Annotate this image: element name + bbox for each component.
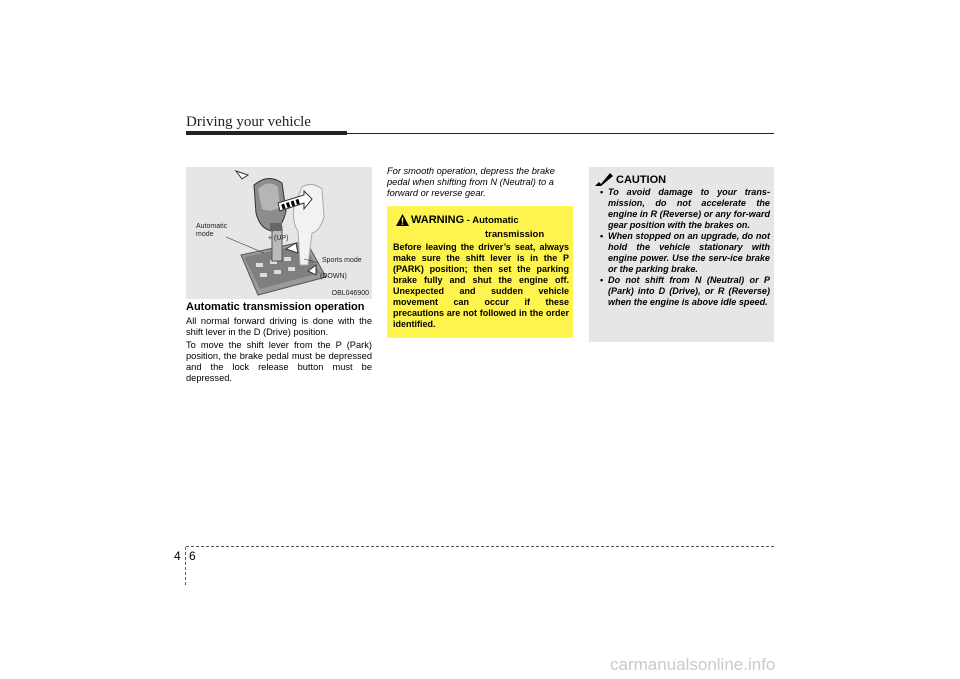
body-paragraph-1: All normal forward driving is done with the shift lever in the D (Drive) position. (186, 316, 372, 337)
caution-check-icon (595, 173, 613, 186)
header-rule-thin (347, 133, 774, 134)
figure-label-sports-mode: Sports mode (322, 257, 362, 264)
warning-subtitle-a: - Automatic (464, 215, 519, 226)
warning-subtitle-b: transmission (485, 229, 545, 240)
header-rule-thick (186, 131, 347, 135)
footer-dashed-rule (186, 546, 774, 547)
warning-title (411, 214, 519, 226)
shift-lever-illustration (186, 167, 372, 299)
footer-page-number: 6 (189, 549, 196, 563)
warning-title-word: WARNING (411, 214, 465, 226)
section-heading: Automatic transmission operation (186, 301, 365, 313)
figure-label-up: + (UP) (268, 235, 289, 242)
caution-title: CAUTION (616, 174, 667, 186)
warning-triangle-icon (396, 214, 409, 226)
caution-bullet: • (600, 187, 604, 197)
caution-item-text: When stopped on an upgrade, do not hold the vehicle stationary with engine power. Use the serv-ice brake or the parking brake. (608, 231, 770, 274)
figure-label-down: (DOWN) (320, 273, 347, 280)
footer-chapter-number: 4 (174, 549, 181, 563)
warning-box (387, 206, 573, 338)
warning-text: Before leaving the driver’s seat, always make sure the shift lever is in the P (PARK) position; then set the parking brake fully and shut the engine off. Unexpected and sudden vehicle movement can occur if these precautions are not followed in the order identified. (393, 242, 569, 329)
caution-item-text: Do not shift from N (Neutral) or P (Park) into D (Drive), or R (Reverse) when the engine is above idle speed. (608, 275, 770, 307)
caution-bullet: • (600, 275, 604, 285)
caution-item (595, 187, 770, 231)
watermark: carmanualsonline.info (610, 655, 776, 674)
smooth-operation-note: For smooth operation, depress the brake pedal when shifting from N (Neutral) to a forward or reverse gear. (387, 166, 555, 198)
caution-item (595, 275, 770, 308)
caution-item (595, 231, 770, 275)
caution-list (595, 187, 770, 308)
figure-label-automatic-line2: mode (196, 231, 214, 238)
footer-vertical-rule (185, 547, 186, 585)
body-paragraph-2: To move the shift lever from the P (Park) position, the brake pedal must be depressed and the lock release button must be depressed. (186, 340, 372, 383)
page-header-title: Driving your vehicle (186, 114, 311, 130)
figure-label-automatic-line1: Automatic (196, 223, 228, 230)
caution-box (589, 167, 774, 342)
figure-label-automatic (196, 223, 227, 239)
figure-code: OBL046900 (331, 290, 369, 297)
caution-item-text: To avoid damage to your trans-mission, do not accelerate the engine in R (Reverse) or any for-ward gear position with the brakes on. (608, 187, 770, 230)
caution-bullet: • (600, 231, 604, 241)
